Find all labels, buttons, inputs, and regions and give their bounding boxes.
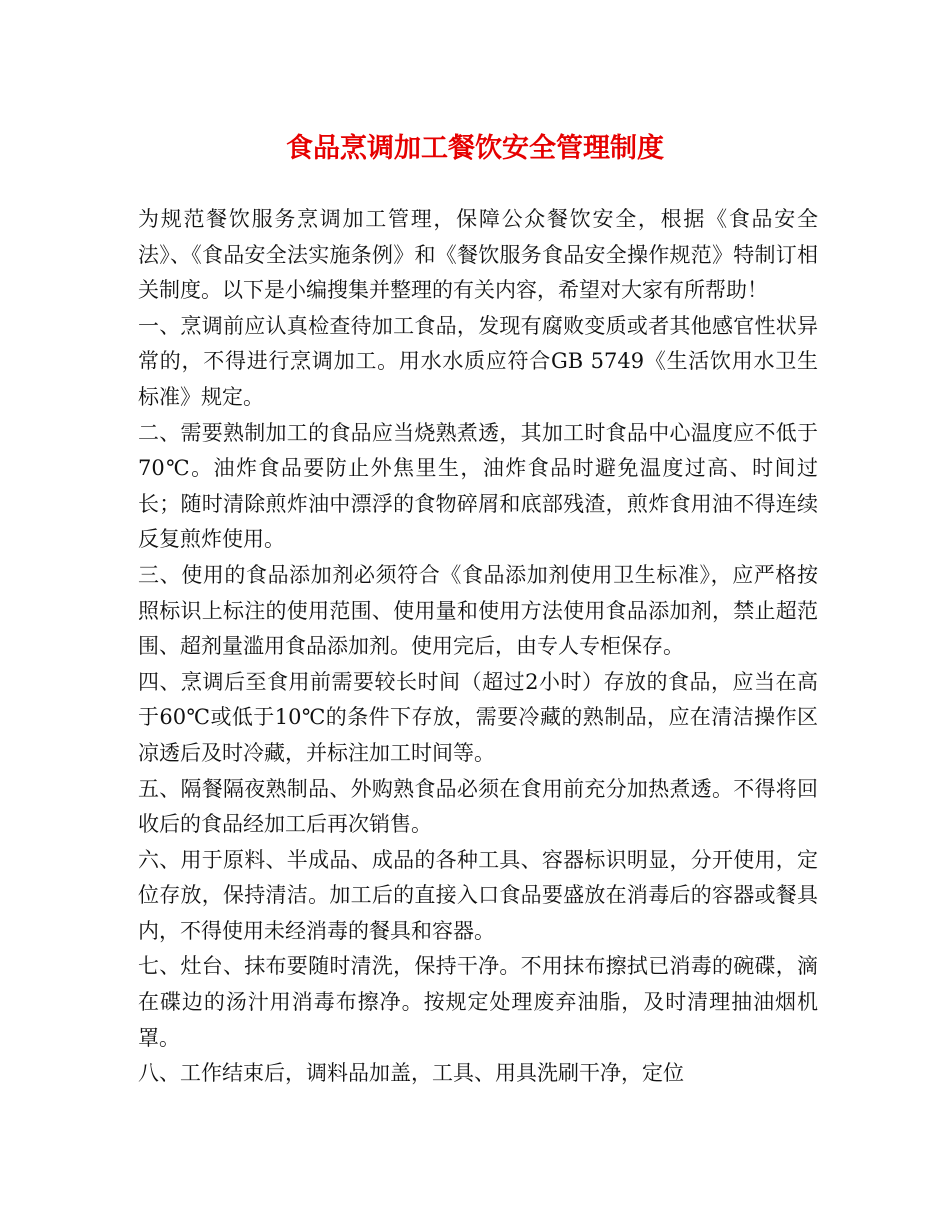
intro-paragraph: 为规范餐饮服务烹调加工管理，保障公众餐饮安全，根据《食品安全法》、《食品安全法实施条例》和《餐饮服务食品安全操作规范》特制订相关制度。以下是小编搜集并整理的有关内容，希望对大家有所帮助！	[138, 207, 818, 303]
rule-paragraph-7: 七、灶台、抹布要随时清洗，保持干净。不用抹布擦拭已消毒的碗碟，滴在碟边的汤汁用消毒布擦净。按规定处理废弃油脂，及时清理抽油烟机罩。	[138, 954, 818, 1050]
rule-paragraph-4: 四、烹调后至食用前需要较长时间（超过2小时）存放的食品，应当在高于60℃或低于10℃的条件下存放，需要冷藏的熟制品，应在清洁操作区凉透后及时冷藏，并标注加工时间等。	[138, 669, 818, 765]
rule-paragraph-3: 三、使用的食品添加剂必须符合《食品添加剂使用卫生标准》，应严格按照标识上标注的使用范围、使用量和使用方法使用食品添加剂，禁止超范围、超剂量滥用食品添加剂。使用完后，由专人专柜保存。	[138, 562, 818, 659]
document-title: 食品烹调加工餐饮安全管理制度	[286, 133, 664, 164]
rule-paragraph-1: 一、烹调前应认真检查待加工食品，发现有腐败变质或者其他感官性状异常的，不得进行烹调加工。用水水质应符合GB 5749《生活饮用水卫生标准》规定。	[138, 313, 818, 409]
rule-paragraph-8: 八、工作结束后，调料品加盖，工具、用具洗刷干净，定位	[138, 1061, 684, 1086]
rule-paragraph-6: 六、用于原料、半成品、成品的各种工具、容器标识明显，分开使用，定位存放，保持清洁。加工后的直接入口食品要盛放在消毒后的容器或餐具内，不得使用未经消毒的餐具和容器。	[138, 847, 818, 943]
document-body	[138, 202, 818, 1092]
rule-paragraph-5: 五、隔餐隔夜熟制品、外购熟食品必须在食用前充分加热煮透。不得将回收后的食品经加工后再次销售。	[138, 776, 818, 837]
rule-paragraph-2: 二、需要熟制加工的食品应当烧熟煮透，其加工时食品中心温度应不低于70℃。油炸食品要防止外焦里生，油炸食品时避免温度过高、时间过长；随时清除煎炸油中漂浮的食物碎屑和底部残渣，煎炸食用油不得连续反复煎炸使用。	[138, 420, 818, 552]
